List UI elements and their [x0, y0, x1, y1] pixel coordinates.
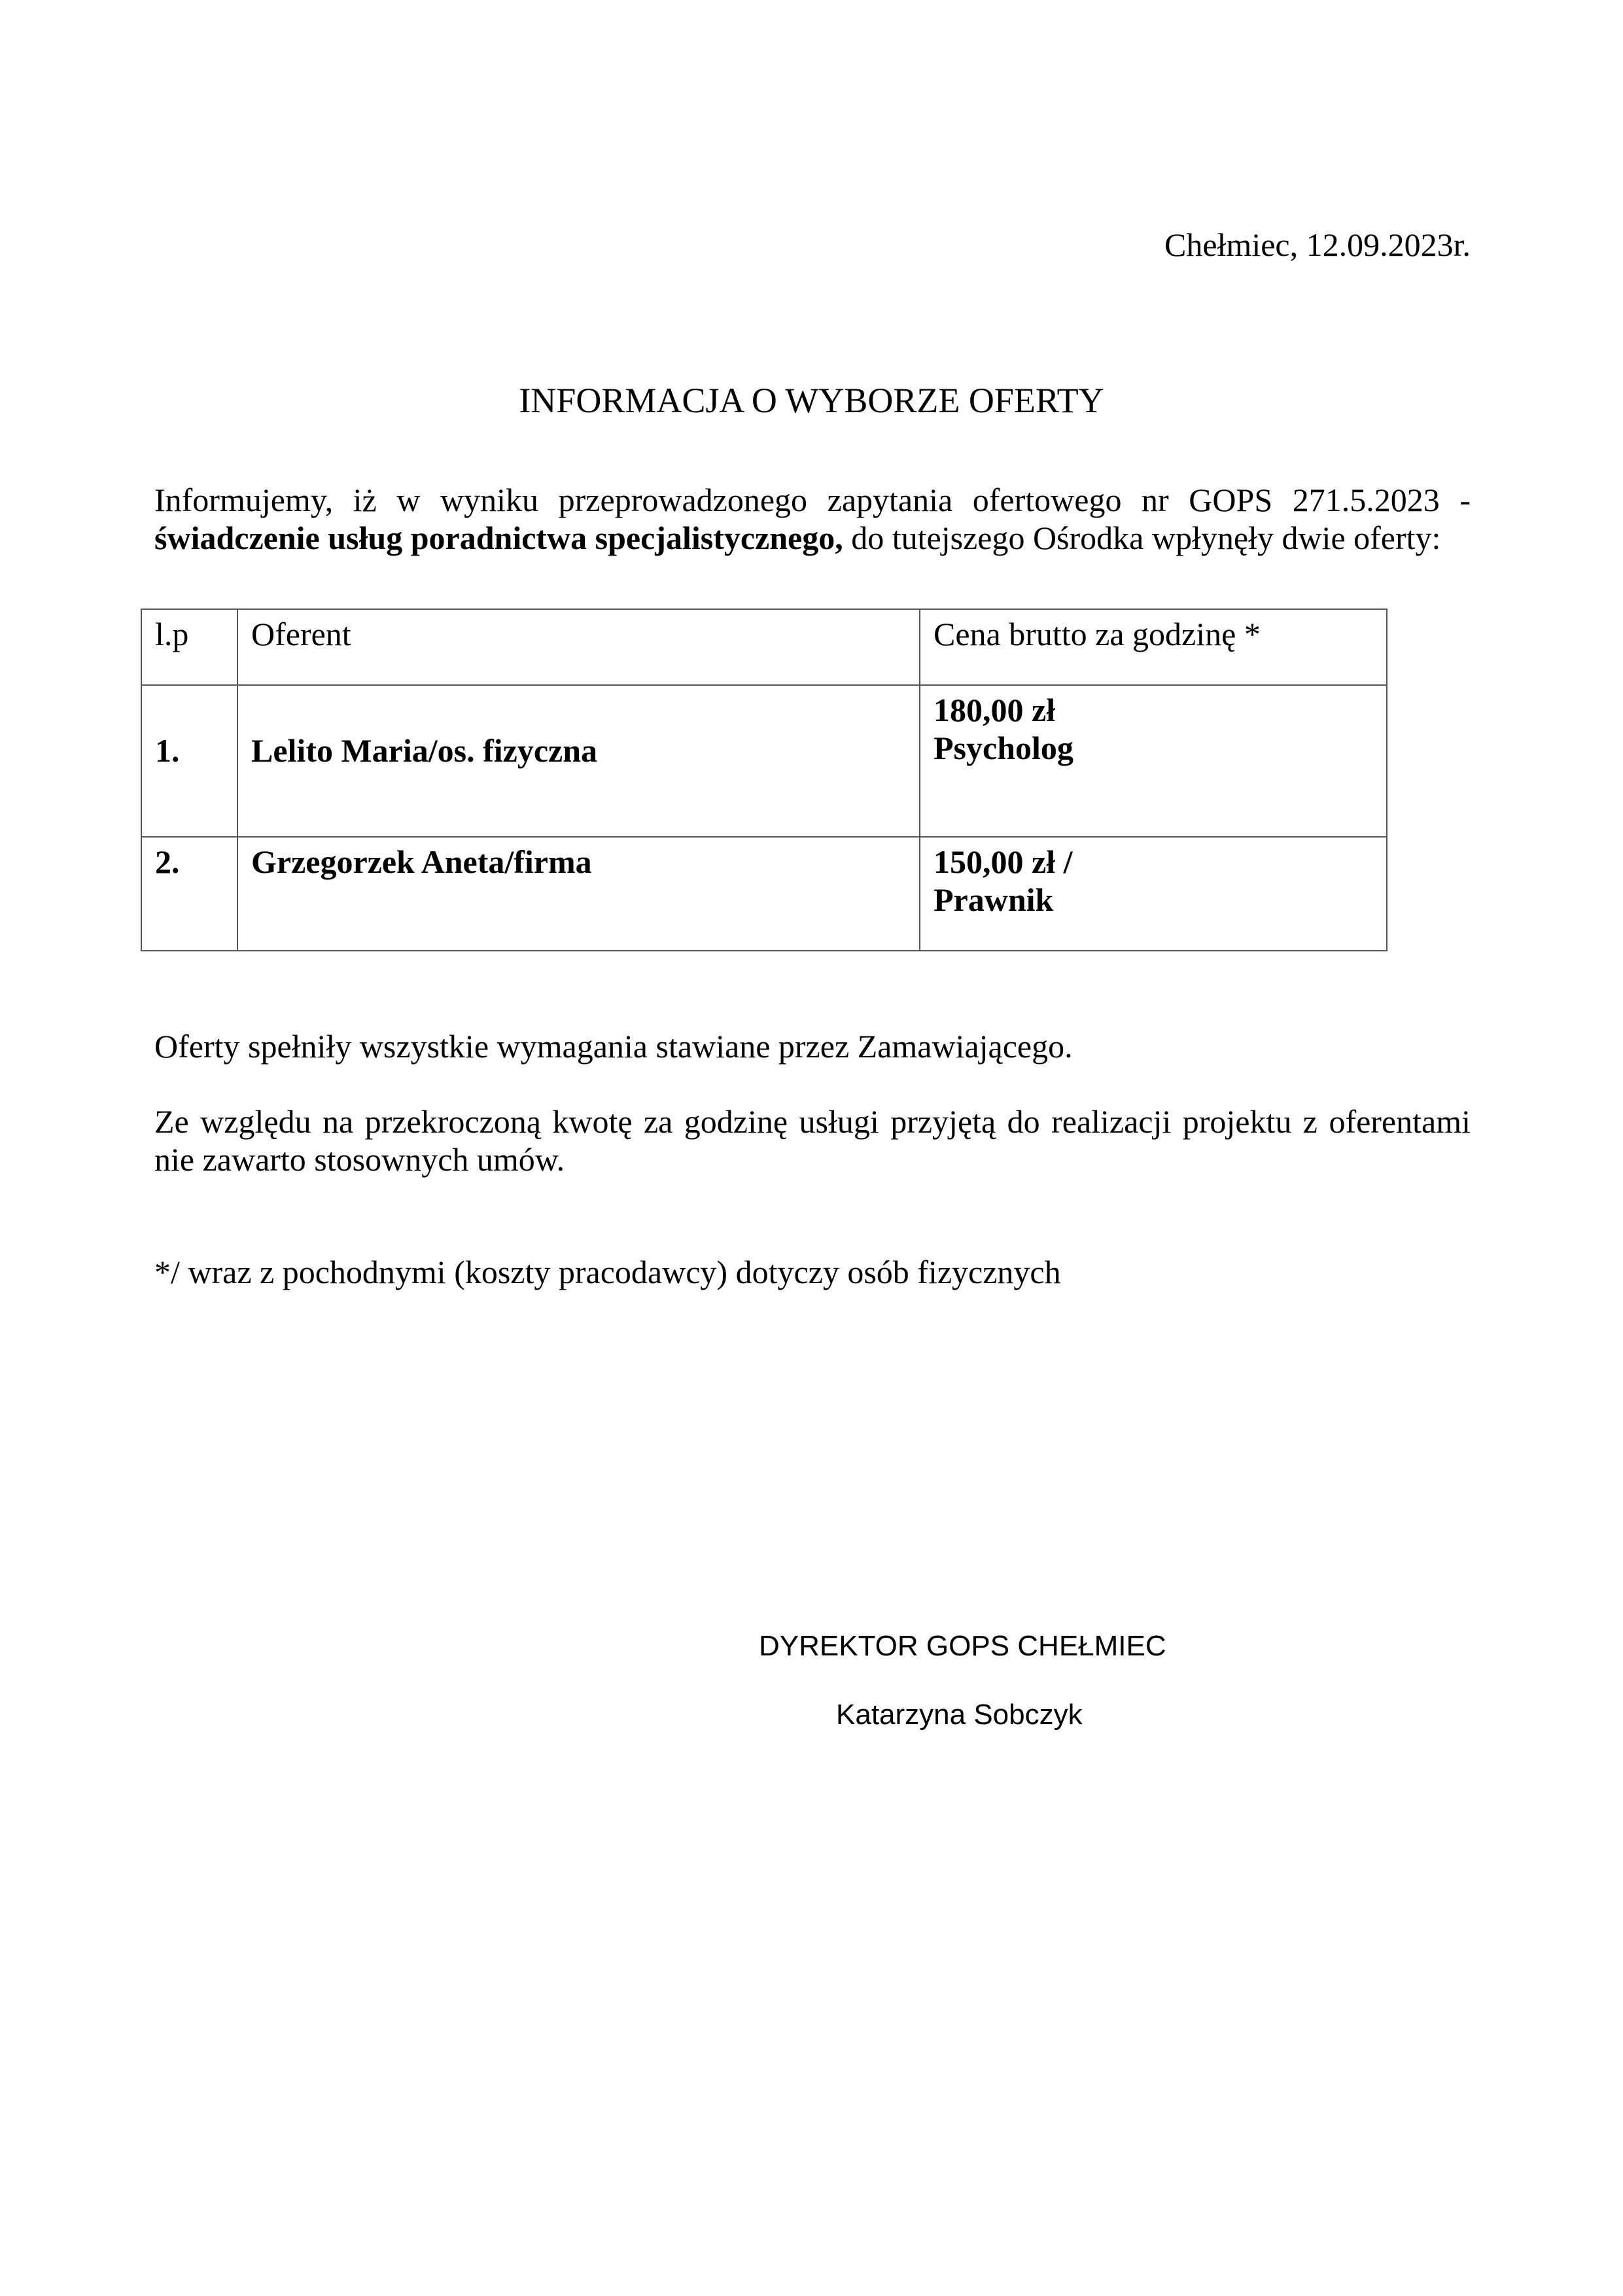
header-lp: l.p	[141, 609, 237, 685]
row-role: Prawnik	[934, 881, 1054, 918]
intro-service-name: świadczenie usług poradnictwa specjalistycznego,	[154, 520, 843, 556]
document-title: INFORMACJA O WYBORZE OFERTY	[519, 381, 1104, 420]
contract-paragraph: Ze względu na przekroczoną kwotę za godzinę usługi przyjętą do realizacji projektu z oferentami nie zawarto stosownych umów.	[154, 1103, 1471, 1178]
row-price-cell	[920, 837, 1387, 951]
row-offerer: Grzegorzek Aneta/firma	[237, 837, 920, 951]
row-offerer: Lelito Maria/os. fizyczna	[237, 685, 920, 837]
signature-name: Katarzyna Sobczyk	[836, 1699, 1083, 1731]
footnote-paragraph: */ wraz z pochodnymi (koszty pracodawcy) dotyczy osób fizycznych	[154, 1254, 1061, 1290]
offers-table	[141, 609, 1387, 951]
table-header-row	[141, 609, 1387, 685]
row-price-cell	[920, 685, 1387, 837]
header-price: Cena brutto za godzinę *	[920, 609, 1387, 685]
intro-text-start: Informujemy, iż w wyniku przeprowadzonego zapytania ofertowego nr GOPS 271.5.2023 -	[154, 482, 1471, 518]
row-price: 150,00 zł /	[934, 843, 1073, 880]
requirements-paragraph: Oferty spełniły wszystkie wymagania stawiane przez Zamawiającego.	[154, 1028, 1073, 1065]
row-price: 180,00 zł	[934, 692, 1056, 728]
signature-title: DYREKTOR GOPS CHEŁMIEC	[759, 1630, 1166, 1662]
table-row	[141, 837, 1387, 951]
header-offerer: Oferent	[237, 609, 920, 685]
table-row	[141, 685, 1387, 837]
row-lp: 1.	[141, 685, 237, 837]
row-lp: 2.	[141, 837, 237, 951]
document-date: Chełmiec, 12.09.2023r.	[1164, 226, 1471, 263]
intro-paragraph	[154, 481, 1471, 557]
row-role: Psycholog	[934, 730, 1073, 766]
intro-text-end: do tutejszego Ośrodka wpłynęły dwie oferty:	[843, 520, 1441, 556]
